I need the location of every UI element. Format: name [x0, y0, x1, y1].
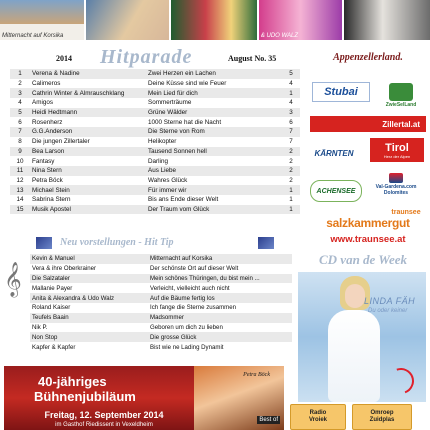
- cell-prev: 4: [289, 99, 293, 107]
- table-row: [10, 185, 300, 195]
- salzkammergut-logo[interactable]: salzkammergut: [326, 216, 410, 230]
- list-item: [30, 293, 292, 303]
- list-item: [30, 283, 292, 293]
- zwiesel-label: ZwieSelLand: [385, 101, 417, 108]
- hitparade-year: 2014: [56, 54, 72, 63]
- cell-artist: Calimeros: [32, 80, 61, 88]
- cell-title: Der schönste Ort auf dieser Welt: [150, 265, 239, 273]
- cell-title: Ich fange die Sterne zusammen: [150, 304, 237, 312]
- cell-prev: 1: [289, 196, 293, 204]
- tirol-label: Tirol: [385, 141, 409, 154]
- table-row: [10, 79, 300, 89]
- list-item: [30, 254, 292, 264]
- cell-prev: 1: [289, 205, 293, 213]
- cell-prev: 2: [289, 176, 293, 184]
- cell-title: Der Traum vom Glück: [148, 205, 210, 213]
- swirl-icon: [384, 364, 419, 399]
- cd-artist: LINDA FÄH: [364, 296, 416, 306]
- cell-rank: 12: [16, 176, 24, 184]
- cell-rank: 3: [18, 89, 22, 97]
- table-row: [10, 98, 300, 108]
- artist-photo: [171, 0, 257, 40]
- table-row: [10, 156, 300, 166]
- table-row: [10, 137, 300, 147]
- hitparade-week: August No. 35: [228, 54, 277, 63]
- cell-prev: 3: [289, 109, 293, 117]
- traunsee-label: traunsee: [391, 209, 421, 216]
- table-row: [10, 88, 300, 98]
- cell-prev: 6: [289, 118, 293, 126]
- cell-title: Verleicht, vielleicht auch nicht: [150, 284, 230, 292]
- radio-r1-line2: Vroiek: [308, 417, 327, 423]
- list-item: [30, 313, 292, 323]
- cell-rank: 9: [18, 147, 22, 155]
- cell-artist: Die jungen Zillertaler: [32, 138, 90, 146]
- cell-prev: 5: [289, 70, 293, 78]
- singer-figure: [328, 276, 380, 402]
- cell-artist: Rosenherz: [32, 118, 63, 126]
- table-row: [10, 147, 300, 157]
- cell-title: Bist wie ne Lading Dynamit: [150, 343, 224, 351]
- cell-artist: Bea Larson: [32, 147, 65, 155]
- singer-photo: [194, 366, 284, 430]
- hitparade-table: [10, 69, 300, 214]
- cell-title: Aus Liebe: [148, 167, 177, 175]
- cell-title: Sommerträume: [148, 99, 192, 107]
- artist-photo: [344, 0, 430, 40]
- table-row: [10, 166, 300, 176]
- cell-title: Für immer wir: [148, 186, 187, 194]
- achensee-logo[interactable]: ACHENSEE: [310, 180, 362, 202]
- new-entries-table: [30, 254, 292, 352]
- cell-rank: 6: [18, 118, 22, 126]
- cell-artist: Heidi Hedtmann: [32, 109, 78, 117]
- banner-line-2: Bühnenjubiläum: [34, 389, 136, 404]
- cell-artist: Vera & ihre Oberkrainer: [32, 265, 97, 273]
- hitparade-title: Hitparade: [100, 46, 193, 68]
- cell-title: Zwei Herzen ein Lachen: [148, 70, 216, 78]
- zwiesel-emblem-icon: [389, 83, 413, 101]
- cell-prev: 7: [289, 138, 293, 146]
- cell-prev: 1: [289, 89, 293, 97]
- artist-photo: [0, 0, 84, 40]
- traunsee-link[interactable]: www.traunsee.at: [330, 233, 406, 245]
- cell-title: 1000 Sterne hat die Nacht: [148, 118, 222, 126]
- cell-title: Tausend Sonnen hell: [148, 147, 207, 155]
- cell-artist: Verena & Nadine: [32, 70, 80, 78]
- table-row: [10, 127, 300, 137]
- zillertal-logo[interactable]: Zillertal.at: [310, 116, 426, 132]
- cell-artist: Fantasy: [32, 157, 55, 165]
- sponsor-logos: [306, 44, 430, 250]
- singer-dress: [328, 310, 380, 402]
- banner-singer-name: Petra Böck: [243, 372, 270, 378]
- banner-date: Freitag, 12. September 2014: [44, 410, 164, 420]
- radio-r2-line1: Omroep: [370, 410, 394, 417]
- cell-artist: Die Salzataler: [32, 274, 70, 282]
- radio-r2-line2: Zuidplas: [369, 417, 395, 423]
- table-row: [10, 117, 300, 127]
- cell-title: Mein Lied für dich: [148, 89, 198, 97]
- valgardena-label: Val-Gardena.com: [375, 183, 417, 190]
- treble-clef-icon: 𝄞: [4, 262, 22, 297]
- cell-artist: Cathrin Winter & Almrauschklang: [32, 89, 125, 97]
- cell-title: Bis ans Ende dieser Welt: [148, 196, 219, 204]
- banner-venue: im Gasthof Riedissent in Vexeldheim: [55, 422, 153, 428]
- cell-rank: 8: [18, 138, 22, 146]
- cell-title: Auf die Bäume fertig los: [150, 294, 215, 302]
- best-of-cd: Best of: [259, 417, 278, 423]
- table-row: [10, 69, 300, 79]
- cell-artist: Roland Kaiser: [32, 304, 71, 312]
- flag-icon: [36, 237, 52, 249]
- cell-artist: Kapfer & Kapfer: [32, 343, 76, 351]
- hitparade-header: [8, 46, 298, 66]
- cell-artist: Anita & Alexandra & Udo Walz: [32, 294, 115, 302]
- cell-artist: Mallanie Payer: [32, 284, 73, 292]
- table-row: [10, 176, 300, 186]
- cd-cover[interactable]: [298, 272, 426, 402]
- flag-icon: [258, 237, 274, 249]
- new-entries-title: Neu vorstellungen - Hit Tip: [60, 237, 174, 248]
- cell-rank: 1: [18, 70, 22, 78]
- list-item: [30, 274, 292, 284]
- cell-title: Die grosse Glück: [150, 333, 197, 341]
- radio-r1-line1: Radio: [309, 410, 327, 417]
- cell-prev: 7: [289, 128, 293, 136]
- cell-title: Darling: [148, 157, 168, 165]
- cell-artist: Nik P.: [32, 323, 48, 331]
- cell-artist: Teufels Baain: [32, 314, 69, 322]
- cd-of-week-title: CD van de Week: [319, 252, 407, 267]
- banner-line-1: 40-jähriges: [38, 374, 107, 389]
- photo-caption: Mitternacht auf Korsika: [2, 33, 64, 39]
- cell-rank: 4: [18, 99, 22, 107]
- cell-title: Mitternacht auf Korsika: [150, 255, 213, 263]
- cell-artist: Non Stop: [32, 333, 58, 341]
- jubilee-banner[interactable]: [4, 366, 284, 430]
- omroep-zuidplas-button[interactable]: [352, 404, 412, 430]
- table-row: [10, 205, 300, 215]
- cell-artist: Michael Stein: [32, 186, 70, 194]
- cell-title: Deine Küsse sind wie Feuer: [148, 80, 227, 88]
- zwiesel-logo[interactable]: [378, 80, 424, 110]
- artist-photo: [259, 0, 343, 40]
- cell-rank: 14: [16, 196, 24, 204]
- list-item: [30, 342, 292, 352]
- karnten-logo[interactable]: KÄRNTEN: [314, 148, 354, 158]
- list-item: [30, 332, 292, 342]
- list-item: [30, 303, 292, 313]
- valgardena-sub: Dolomites: [383, 189, 409, 196]
- table-row: [10, 108, 300, 118]
- cell-prev: 2: [289, 147, 293, 155]
- cell-title: Die Sterne von Rom: [148, 128, 205, 136]
- cell-title: Mein schönes Thüringen, du bist mein ...: [150, 274, 260, 282]
- cell-title: Grüne Wälder: [148, 109, 188, 117]
- cell-prev: 4: [289, 80, 293, 88]
- cell-title: Madsommer: [150, 314, 184, 322]
- cell-prev: 2: [289, 167, 293, 175]
- cell-rank: 13: [16, 186, 24, 194]
- cell-rank: 7: [18, 128, 22, 136]
- radio-vroiek-button[interactable]: [290, 404, 346, 430]
- photo-strip: [0, 0, 430, 40]
- tirol-tagline: Herz der Alpen: [383, 153, 411, 159]
- cell-rank: 11: [16, 167, 24, 175]
- list-item: [30, 323, 292, 333]
- photo-caption: & UDO WALZ: [260, 33, 299, 39]
- cell-rank: 10: [16, 157, 24, 165]
- cell-title: Helikopter: [148, 138, 177, 146]
- cd-album: Du oder keiner: [368, 308, 408, 314]
- cell-artist: Kevin & Manuel: [32, 255, 75, 263]
- table-row: [10, 195, 300, 205]
- valgardena-logo[interactable]: [366, 172, 426, 196]
- cell-prev: 2: [289, 157, 293, 165]
- list-item: [30, 264, 292, 274]
- tirol-logo[interactable]: [370, 138, 424, 162]
- cell-prev: 1: [289, 186, 293, 194]
- artist-photo: [86, 0, 170, 40]
- cell-title: Wahres Glück: [148, 176, 188, 184]
- stubai-logo[interactable]: Stubai: [312, 82, 370, 102]
- cell-artist: Petra Böck: [32, 176, 63, 184]
- cell-artist: Nina Stern: [32, 167, 62, 175]
- cell-artist: Musik Apostel: [32, 205, 71, 213]
- appenzell-logo[interactable]: Appenzellerland.: [333, 51, 403, 63]
- cell-rank: 5: [18, 109, 22, 117]
- cell-rank: 15: [16, 205, 24, 213]
- cell-artist: Amigos: [32, 99, 53, 107]
- cell-rank: 2: [18, 80, 22, 88]
- singer-face: [345, 284, 365, 308]
- cell-title: Geboren um dich zu lieben: [150, 323, 223, 331]
- valgardena-flag-icon: [389, 173, 403, 183]
- cell-artist: Sabrina Stern: [32, 196, 71, 204]
- cell-artist: G.G.Anderson: [32, 128, 73, 136]
